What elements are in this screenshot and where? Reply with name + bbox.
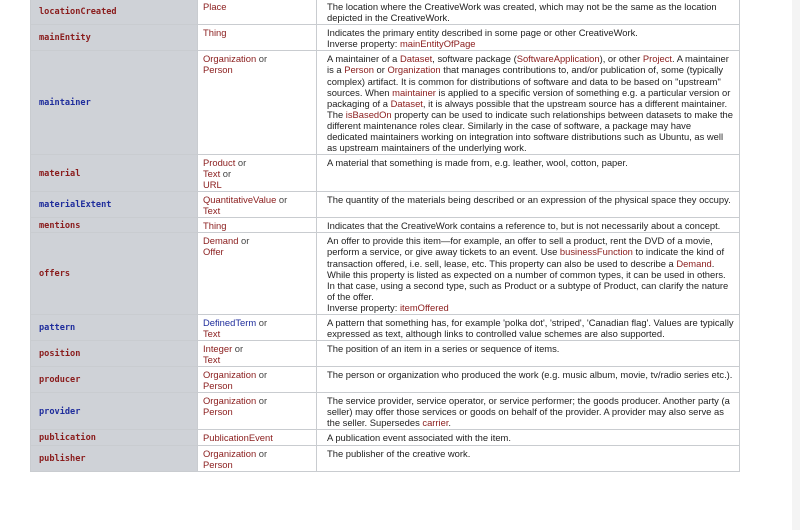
description-text: The position of an item in a series or sequence of items.: [327, 343, 560, 355]
table-row: [31, 233, 740, 315]
type-line: [203, 1, 311, 12]
type-line: [203, 235, 311, 246]
expected-types-cell: [198, 341, 317, 367]
property-name-cell: [31, 0, 198, 25]
description-link[interactable]: Dataset: [399, 53, 433, 65]
type-link[interactable]: DefinedTerm: [203, 316, 257, 328]
type-line: [203, 179, 311, 190]
expected-types-cell: [198, 233, 317, 315]
type-line: [203, 317, 311, 328]
description-link[interactable]: Dataset: [390, 97, 423, 109]
property-name-cell: [31, 445, 198, 471]
type-line: [203, 27, 311, 38]
description-cell: [317, 367, 740, 393]
type-separator: or: [256, 316, 268, 328]
type-separator: or: [256, 395, 268, 407]
type-line: [203, 168, 311, 179]
description-text: The person or organization who produced the work (e.g. music album, movie, tv/radio series etc.).: [327, 369, 733, 381]
description-text: , it is always possible that the upstream source has a different maintainer. The: [327, 97, 728, 120]
description-cell: [317, 25, 740, 51]
type-link[interactable]: Text: [203, 327, 221, 339]
expected-types-cell: [198, 25, 317, 51]
description-text: Indicates the primary entity described in some page or other CreativeWork.: [327, 27, 638, 39]
type-link[interactable]: Organization: [203, 369, 257, 381]
description-cell: [317, 430, 740, 445]
type-line: [203, 194, 311, 205]
type-link[interactable]: Organization: [203, 395, 257, 407]
type-separator: or: [235, 157, 247, 169]
description-text: property can be used to indicate such relationships between datasets to make the different maintenance roles clear. Similarly in the case of software, a package may have dedicated maintainers working on integration into software distributions such as Ubuntu, as well as upstream maintainers of the underlying work.: [327, 108, 733, 154]
description-text: .: [448, 417, 452, 429]
description-text: that manages contributions to, and/or publication of, some (typically complex) artifact. It is common for distributions of software and data to be based on "upstream" sources. When: [327, 64, 724, 98]
expected-types-cell: [198, 0, 317, 25]
description-link[interactable]: Organization: [387, 64, 441, 76]
property-name-link[interactable]: materialExtent: [39, 200, 112, 211]
description-text: Indicates that the CreativeWork contains a reference to, but is not necessarily about a concept.: [327, 220, 721, 232]
description-link[interactable]: SoftwareApplication: [516, 53, 600, 65]
properties-table: [30, 0, 740, 472]
description-text: A publication event associated with the item.: [327, 432, 511, 444]
description-cell: [317, 0, 740, 25]
table-row: [31, 367, 740, 393]
expected-types-cell: [198, 218, 317, 233]
description-text: The publisher of the creative work.: [327, 447, 471, 459]
type-line: [203, 343, 311, 354]
property-table-container: [30, 0, 740, 472]
expected-types-cell: [198, 51, 317, 155]
type-separator: or: [256, 53, 268, 65]
type-line: [203, 157, 311, 168]
type-line: [203, 246, 311, 257]
description-text: The service provider, service operator, or service performer; the goods producer. Another party (a seller) may offer those services or goods on behalf of the provider. A provider may also serve as the seller. Supersedes: [327, 395, 730, 429]
type-link[interactable]: Thing: [203, 27, 227, 39]
description-link[interactable]: carrier: [422, 417, 449, 429]
property-name-link[interactable]: position: [39, 349, 81, 360]
description-text: Inverse property:: [327, 301, 400, 313]
property-name-cell: [31, 192, 198, 218]
description-text: A pattern that something has, for example 'polka dot', 'striped', 'Canadian flag'. Values are typically expressed as text, although links to controlled value schemes are also supported.: [327, 316, 734, 340]
type-line: [203, 432, 311, 443]
type-line: [203, 354, 311, 365]
type-line: [203, 53, 311, 64]
type-line: [203, 448, 311, 459]
expected-types-cell: [198, 314, 317, 340]
type-line: [203, 64, 311, 75]
description-text: The quantity of the materials being described or an expression of the physical space they occupy.: [327, 194, 731, 206]
expected-types-cell: [198, 430, 317, 445]
description-link[interactable]: itemOffered: [399, 301, 449, 313]
description-text: An offer to provide this item—for example, an offer to sell a product, rent the DVD of a movie, perform a service, or give away tickets to an event. Use: [327, 235, 713, 258]
type-link[interactable]: Thing: [203, 220, 227, 232]
type-line: [203, 459, 311, 470]
description-link[interactable]: Person: [344, 64, 374, 76]
table-row: [31, 155, 740, 192]
description-text: , software package (: [432, 53, 517, 65]
expected-types-cell: [198, 155, 317, 192]
type-line: [203, 328, 311, 339]
table-row: [31, 314, 740, 340]
property-name-link[interactable]: locationCreated: [39, 7, 117, 18]
type-link[interactable]: Organization: [203, 53, 257, 65]
property-name-cell: [31, 341, 198, 367]
description-cell: [317, 51, 740, 155]
property-name-link[interactable]: maintainer: [39, 98, 91, 109]
property-name-cell: [31, 430, 198, 445]
type-line: [203, 380, 311, 391]
property-name-link[interactable]: material: [39, 168, 81, 179]
property-name-cell: [31, 218, 198, 233]
properties-table-body: [31, 0, 740, 471]
property-name-link[interactable]: publisher: [39, 453, 86, 464]
table-row: [31, 393, 740, 430]
table-row: [31, 25, 740, 51]
description-text: A maintainer of a: [327, 53, 400, 65]
type-link[interactable]: Product: [203, 157, 236, 169]
description-link[interactable]: maintainer: [392, 86, 436, 98]
type-line: [203, 220, 311, 231]
type-link[interactable]: QuantitativeValue: [203, 194, 277, 206]
expected-types-cell: [198, 367, 317, 393]
type-separator: or: [238, 235, 250, 247]
description-text: is applied to a specific version of something e.g. a particular version or packaging of a: [327, 86, 731, 109]
type-link[interactable]: Person: [203, 64, 233, 76]
property-name-link[interactable]: provider: [39, 406, 81, 417]
property-name-link[interactable]: mainEntity: [39, 33, 91, 44]
property-name-link[interactable]: producer: [39, 375, 81, 386]
table-row: [31, 218, 740, 233]
description-text: Inverse property:: [327, 38, 400, 50]
type-link[interactable]: Person: [203, 380, 233, 392]
type-link[interactable]: Place: [203, 1, 227, 12]
type-link[interactable]: Person: [203, 406, 233, 418]
type-line: [203, 205, 311, 216]
property-name-link[interactable]: publication: [39, 432, 96, 443]
type-link[interactable]: URL: [203, 179, 222, 191]
type-link[interactable]: PublicationEvent: [203, 432, 273, 444]
description-link[interactable]: Demand: [676, 257, 712, 269]
type-line: [203, 395, 311, 406]
type-link[interactable]: Organization: [203, 447, 257, 459]
description-cell: [317, 155, 740, 192]
table-row: [31, 192, 740, 218]
type-link[interactable]: Offer: [203, 246, 224, 258]
type-separator: or: [276, 194, 288, 206]
type-link[interactable]: Integer: [203, 343, 233, 355]
expected-types-cell: [198, 393, 317, 430]
property-name-cell: [31, 393, 198, 430]
description-cell: [317, 393, 740, 430]
property-name-cell: [31, 25, 198, 51]
type-link[interactable]: Text: [203, 354, 221, 366]
description-text: . A maintainer is a: [327, 53, 729, 76]
type-line: [203, 369, 311, 380]
description-text: A material that something is made from, e.g. leather, wool, cotton, paper.: [327, 157, 628, 169]
table-row: [31, 445, 740, 471]
description-link[interactable]: businessFunction: [559, 246, 633, 258]
description-text: . While this property is listed as expected on a number of common types, it can be used in others. In that case, using a second type, such as Product or a subtype of Product, can clarify the nature of the offer.: [327, 257, 729, 302]
table-row: [31, 430, 740, 445]
type-line: [203, 406, 311, 417]
scrollbar[interactable]: [792, 0, 800, 530]
description-cell: [317, 218, 740, 233]
description-text: The location where the CreativeWork was created, which may not be the same as the location depicted in the CreativeWork.: [327, 1, 717, 24]
type-link[interactable]: Text: [203, 205, 221, 217]
description-text: ), or other: [599, 53, 643, 65]
description-cell: [317, 445, 740, 471]
property-name-cell: [31, 51, 198, 155]
description-cell: [317, 233, 740, 315]
type-separator: or: [220, 168, 232, 180]
property-name-link[interactable]: offers: [39, 269, 71, 280]
table-row: [31, 341, 740, 367]
type-link[interactable]: Demand: [203, 235, 239, 247]
property-name-cell: [31, 233, 198, 315]
description-cell: [317, 314, 740, 340]
property-name-cell: [31, 314, 198, 340]
description-link[interactable]: mainEntityOfPage: [399, 38, 476, 50]
type-separator: or: [232, 343, 244, 355]
description-link[interactable]: Project: [642, 53, 673, 65]
description-text: or: [373, 64, 388, 76]
description-text: to indicate the kind of transaction offered, i.e. sell, lease, etc. This property can also be used to describe a: [327, 246, 725, 269]
property-name-cell: [31, 367, 198, 393]
expected-types-cell: [198, 192, 317, 218]
property-name-cell: [31, 155, 198, 192]
description-link[interactable]: isBasedOn: [345, 108, 392, 120]
table-row: [31, 0, 740, 25]
table-row: [31, 51, 740, 155]
property-name-link[interactable]: mentions: [39, 220, 81, 231]
type-separator: or: [256, 369, 268, 381]
type-link[interactable]: Text: [203, 168, 221, 180]
property-name-link[interactable]: pattern: [39, 323, 76, 334]
description-cell: [317, 192, 740, 218]
type-separator: or: [256, 447, 268, 459]
type-link[interactable]: Person: [203, 458, 233, 470]
expected-types-cell: [198, 445, 317, 471]
description-cell: [317, 341, 740, 367]
